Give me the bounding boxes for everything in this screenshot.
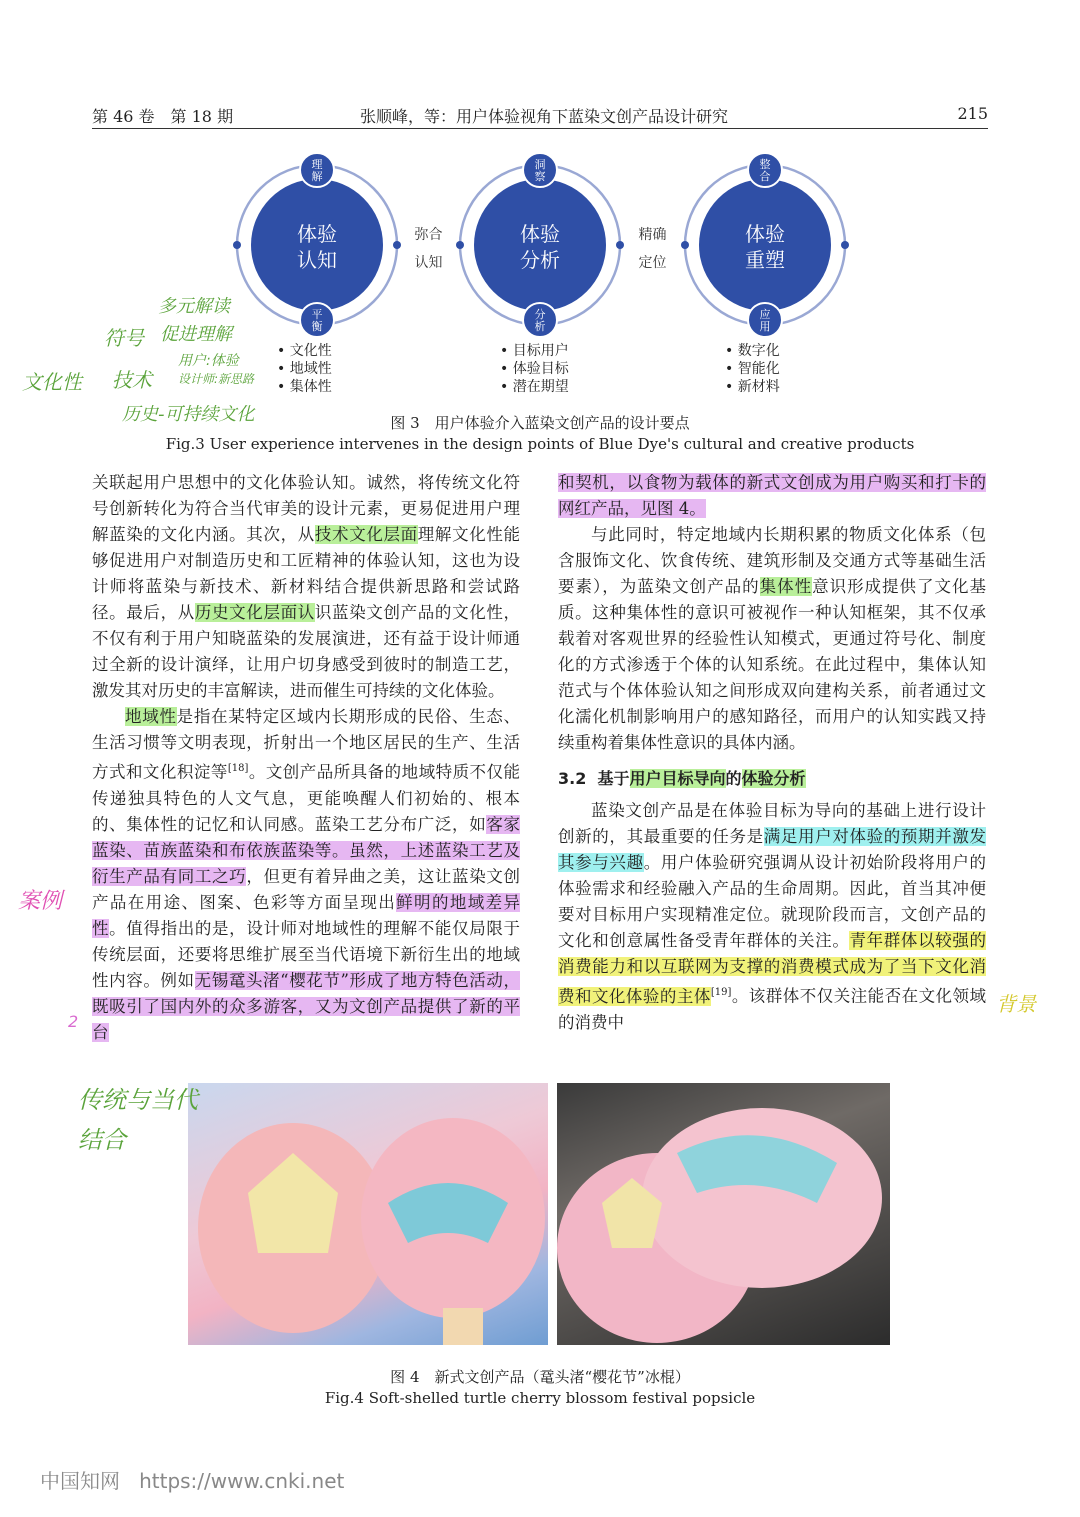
handwritten-note: 用户:体验 (178, 353, 239, 369)
tag-label: 平 (311, 308, 323, 321)
handwritten-note: 结合 (78, 1126, 126, 1154)
bullet-item: • 地域性 (277, 361, 332, 377)
bullet-item: • 潜在期望 (500, 379, 569, 395)
ring-dot (616, 241, 624, 249)
tag-label: 用 (759, 320, 771, 333)
tag-label: 析 (534, 320, 546, 333)
paragraph: 关联起用户思想中的文化体验认知。诚然，将传统文化符号创新转化为符合当代审美的设计元素，更易促进用户理解蓝染的文化内涵。其次，从技术文化层面理解文化性能够促进用户对制造历史和工匠精神的体验认知，这也为设计师将蓝染与新技术、新材料结合提供新思路和尝试路径。最后，从历史文化层面认识蓝染文创产品的文化性，不仅有利于用户知晓蓝染的发展演进，还有益于设计师通过全新的设计演绎，让用户切身感受到彼时的制造工艺，激发其对历史的丰富解读，进而催生可持续的文化体验。 (92, 473, 521, 700)
tag-label: 合 (759, 170, 771, 183)
ring-dot (841, 241, 849, 249)
tag-label: 察 (534, 170, 546, 183)
paragraph: 蓝染文创产品是在体验目标为导向的基础上进行设计创新的，其最重要的任务是满足用户对体验的预期并激发其参与兴趣。用户体验研究强调从设计初始阶段将用户的体验需求和经验融入产品的生命周期。因此，首当其冲便要对目标用户实现精准定位。就现阶段而言，文创产品的文化和创意属性备受青年群体的关注。青年群体以较强的消费能力和以互联网为支撑的消费模式成为了当下文化消费和文化体验的主体[19]。该群体不仅关注能否在文化领域的消费中 (558, 801, 987, 1032)
right-column (558, 470, 986, 1036)
circle-label: 体验 (297, 222, 337, 246)
bullet-item: • 体验目标 (500, 361, 569, 377)
handwritten-note: 技术 (112, 368, 152, 392)
figure-3-caption-en: Fig.3 User experience intervenes in the design points of Blue Dye's cultural and creative products (165, 435, 915, 453)
handwritten-note: 背景 (996, 992, 1036, 1016)
footer-url: https://www.cnki.net (139, 1469, 345, 1493)
popsicle-photo-left (188, 1083, 548, 1345)
cnki-watermark (40, 1465, 344, 1494)
handwritten-note: 促进理解 (160, 324, 232, 345)
connector-bottom: 定位 (638, 255, 667, 271)
paragraph: 与此同时，特定地域内长期积累的物质文化体系（包含服饰文化、饮食传统、建筑形制及交通方式等基础生活要素），为蓝染文创产品的集体性意识形成提供了文化基质。这种集体性的意识可被视作一种认知框架，其不仅承载着对客观世界的经验性认知模式，更通过符号化、制度化的方式渗透于个体的认知系统。在此过程中，集体认知范式与个体体验认知之间形成双向建构关系，前者通过文化濡化机制影响用户的感知路径，而用户的认知实践又持续重构着集体性意识的具体内涵。 (558, 525, 987, 752)
handwritten-note: 2 (68, 1012, 79, 1031)
tag-label: 解 (311, 170, 323, 183)
connector-top: 弥合 (414, 227, 443, 243)
tag-label: 洞 (534, 158, 546, 171)
ring-dot (681, 241, 689, 249)
handwritten-note: 传统与当代 (78, 1086, 198, 1114)
ring-dot (233, 241, 241, 249)
tag-label: 衡 (311, 320, 323, 333)
bullet-item: • 智能化 (725, 361, 780, 377)
connector-top: 精确 (638, 227, 667, 243)
section-heading: 3.2 基于用户目标导向的体验分析 (558, 769, 806, 788)
footer-site: 中国知网 (40, 1469, 120, 1493)
tag-label: 分 (534, 308, 546, 321)
tag-label: 理 (311, 158, 323, 171)
popsicle-photo-right (557, 1083, 890, 1345)
paragraph: 和契机，以食物为载体的新式文创成为用户购买和打卡的网红产品，见图 4。 (558, 473, 986, 518)
left-column (92, 470, 520, 1046)
handwritten-note: 设计师:新思路 (178, 372, 255, 386)
running-title: 张顺峰，等：用户体验视角下蓝染文创产品设计研究 (360, 107, 729, 126)
bullet-item: • 新材料 (725, 379, 780, 395)
handwritten-note: 历史-可持续文化 (122, 404, 255, 425)
circle-label: 分析 (520, 248, 560, 272)
tag-label: 整 (759, 158, 771, 171)
circle-label: 重塑 (745, 248, 785, 272)
figure-4-caption-en: Fig.4 Soft-shelled turtle cherry blossom festival popsicle (324, 1389, 756, 1407)
running-header (92, 100, 988, 129)
bullet-item: • 文化性 (277, 343, 332, 359)
connector-bottom: 认知 (414, 255, 443, 271)
ring-dot (456, 241, 464, 249)
ring-dot (393, 241, 401, 249)
circle-label: 认知 (297, 248, 337, 272)
circle-label: 体验 (520, 222, 560, 246)
handwritten-note: 案例 (18, 889, 63, 914)
bullet-item: • 集体性 (277, 379, 332, 395)
popsicle-illustration-left (188, 1083, 548, 1345)
volume-issue: 第 46 卷 第 18 期 (92, 107, 234, 126)
circle-label: 体验 (745, 222, 785, 246)
tag-label: 应 (759, 308, 771, 321)
bullet-item: • 数字化 (725, 343, 780, 359)
figure-4-caption-cn: 图 4 新式文创产品（鼋头渚“樱花节”冰棍） (390, 1368, 690, 1386)
handwritten-note: 符号 (104, 326, 144, 350)
figure-3-caption-cn: 图 3 用户体验介入蓝染文创产品的设计要点 (390, 414, 690, 432)
figure-3-diagram (230, 145, 850, 405)
popsicle-illustration-right (557, 1083, 890, 1345)
bullet-item: • 目标用户 (500, 343, 569, 359)
paragraph: 地域性是指在某特定区域内长期形成的民俗、生态、生活习惯等文明表现，折射出一个地区居民的生产、生活方式和文化积淀等[18]。文创产品所具备的地域特质不仅能传递独具特色的人文气息，更能唤醒人们初始的、根本的、集体性的记忆和认同感。蓝染工艺分布广泛，如客家蓝染、苗族蓝染和布依族蓝染等。虽然，上述蓝染工艺及衍生产品有同工之巧，但更有着异曲之美，这让蓝染文创产品在用途、图案、色彩等方面呈现出鲜明的地域差异性。值得指出的是，设计师对地域性的理解不能仅局限于传统层面，还要将思维扩展至当代语境下新衍生出的地域性内容。例如无锡鼋头渚“樱花节”形成了地方特色活动，既吸引了国内外的众多游客，又为文创产品提供了新的平台 (92, 707, 521, 1042)
handwritten-note: 文化性 (22, 370, 82, 394)
handwritten-note: 多元解读 (158, 296, 230, 317)
page-number: 215 (957, 104, 988, 123)
